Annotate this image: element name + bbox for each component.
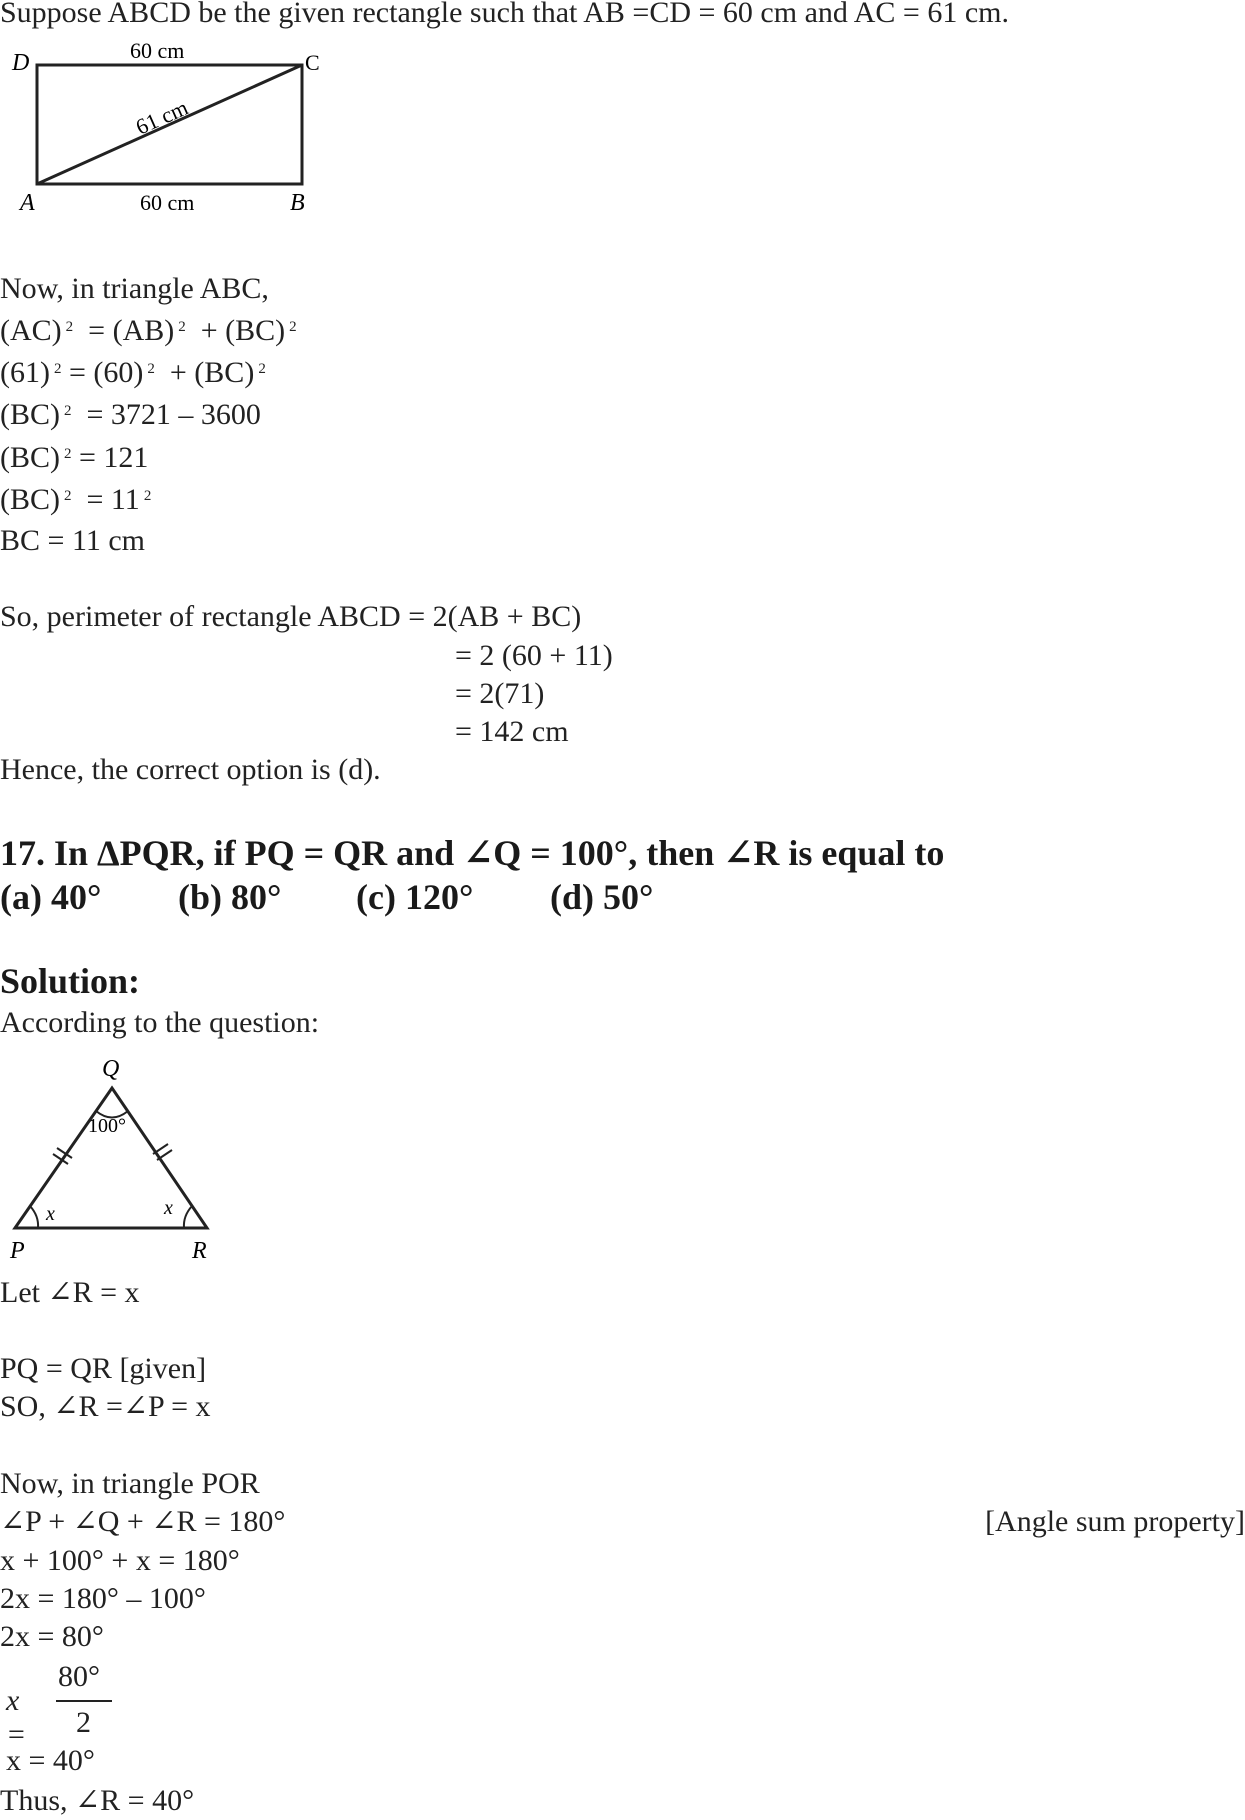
fraction-denominator: 2: [76, 1706, 91, 1739]
perimeter-line-2: = 2 (60 + 11): [455, 639, 613, 672]
question-17: 17. In ΔPQR, if PQ = QR and ∠Q = 100°, then ∠R is equal to: [0, 833, 945, 873]
label-r: R: [192, 1238, 207, 1264]
step-eq2: 2x = 180° – 100°: [0, 1582, 206, 1615]
perimeter-line-4: = 142 cm: [455, 715, 569, 748]
option-b: (b) 80°: [178, 877, 282, 917]
rectangle-figure: [0, 40, 340, 220]
intro-text: Suppose ABCD be the given rectangle such that AB =CD = 60 cm and AC = 61 cm.: [0, 0, 1009, 29]
label-q: Q: [102, 1056, 120, 1082]
step-11-squared: (BC) $^2$ = 11 $^2$: [0, 483, 152, 516]
option-d: (d) 50°: [550, 877, 654, 917]
step-subtract: (BC) $^2$ = 3721 – 3600: [0, 398, 261, 431]
option-a: (a) 40°: [0, 877, 102, 917]
step-121: (BC) $^2$ = 121: [0, 441, 149, 474]
perimeter-line-1: So, perimeter of rectangle ABCD = 2(AB + BC): [0, 600, 582, 633]
conclusion-1: Hence, the correct option is (d).: [0, 753, 381, 786]
fraction-bar: [56, 1700, 112, 1702]
label-c: C: [305, 50, 320, 75]
step-now: Now, in triangle ABC,: [0, 272, 269, 305]
step-thus: Thus, ∠R = 40°: [0, 1784, 195, 1817]
fraction-lhs: x =: [6, 1684, 27, 1751]
step-eq1: x + 100° + x = 180°: [0, 1544, 240, 1577]
angle-q-label: 100°: [88, 1115, 126, 1137]
step-pythagoras: (AC) $^2$ = (AB) $^2$ + (BC) $^2$: [0, 314, 297, 347]
angle-p-label: x: [46, 1203, 55, 1225]
label-p: P: [10, 1238, 25, 1264]
according-text: According to the question:: [0, 1006, 320, 1039]
diagonal-length: 61 cm: [131, 94, 192, 140]
step-let: Let ∠R = x: [0, 1276, 140, 1309]
fraction-numerator: 80°: [58, 1660, 100, 1693]
label-b: B: [290, 190, 305, 216]
label-a: A: [20, 190, 35, 216]
angle-sum-note: [Angle sum property]: [985, 1505, 1245, 1538]
step-substitute: (61) $^2$ = (60) $^2$ + (BC) $^2$: [0, 356, 266, 389]
step-so: SO, ∠R =∠P = x: [0, 1390, 211, 1423]
bottom-length: 60 cm: [140, 190, 195, 215]
step-bc: BC = 11 cm: [0, 524, 145, 557]
step-angle-sum: ∠P + ∠Q + ∠R = 180°: [0, 1505, 286, 1538]
solution-heading: Solution:: [0, 961, 141, 1001]
option-c: (c) 120°: [356, 877, 474, 917]
label-d: D: [12, 50, 30, 76]
triangle-figure: [0, 1048, 230, 1268]
step-given: PQ = QR [given]: [0, 1352, 207, 1385]
step-eq3: 2x = 80°: [0, 1620, 104, 1653]
angle-r-label: x: [164, 1197, 173, 1219]
perimeter-line-3: = 2(71): [455, 677, 545, 710]
top-length: 60 cm: [130, 40, 185, 63]
step-x-40: x = 40°: [6, 1744, 95, 1777]
step-now-triangle: Now, in triangle POR: [0, 1467, 260, 1500]
